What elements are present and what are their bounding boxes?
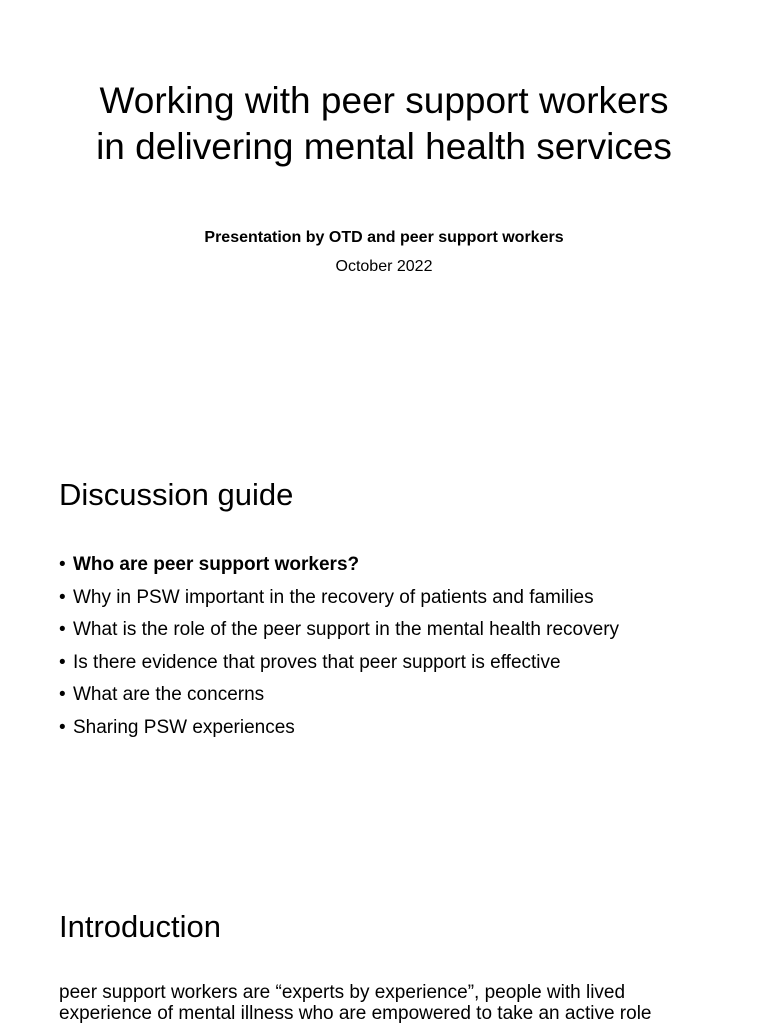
list-item (59, 712, 619, 745)
list-item-text: What is the role of the peer support in the mental health recovery (73, 619, 620, 640)
discussion-guide-slide (0, 432, 768, 864)
list-item (59, 549, 619, 582)
list-item (59, 647, 619, 680)
bullet-icon: • (59, 651, 66, 673)
list-item-text: Who are peer support workers? (73, 554, 360, 575)
bullet-icon: • (59, 684, 66, 705)
introduction-slide (0, 864, 768, 1024)
bullet-icon: • (59, 554, 66, 575)
title-slide (0, 0, 768, 432)
list-item (59, 614, 619, 647)
presentation-subtitle: Presentation by OTD and peer support workers (204, 229, 564, 246)
list-item-text: Is there evidence that proves that peer support is effective (73, 651, 561, 673)
introduction-paragraph: peer support workers are “experts by experience”, people with lived experience of mental illness who are empowered to take an active role (59, 982, 652, 1024)
discussion-guide-list (59, 549, 619, 744)
list-item-text: Sharing PSW experiences (73, 716, 295, 738)
list-item-text: Why in PSW important in the recovery of patients and families (73, 586, 594, 608)
bullet-icon: • (59, 619, 66, 640)
list-item-text: What are the concerns (73, 684, 265, 705)
introduction-heading: Introduction (59, 909, 221, 944)
bullet-icon: • (59, 586, 66, 608)
list-item (59, 582, 619, 615)
presentation-date: October 2022 (335, 258, 433, 275)
presentation-title: Working with peer support workers in delivering mental health services (96, 80, 672, 167)
discussion-guide-heading: Discussion guide (59, 477, 294, 512)
bullet-icon: • (59, 716, 66, 738)
list-item (59, 679, 619, 712)
